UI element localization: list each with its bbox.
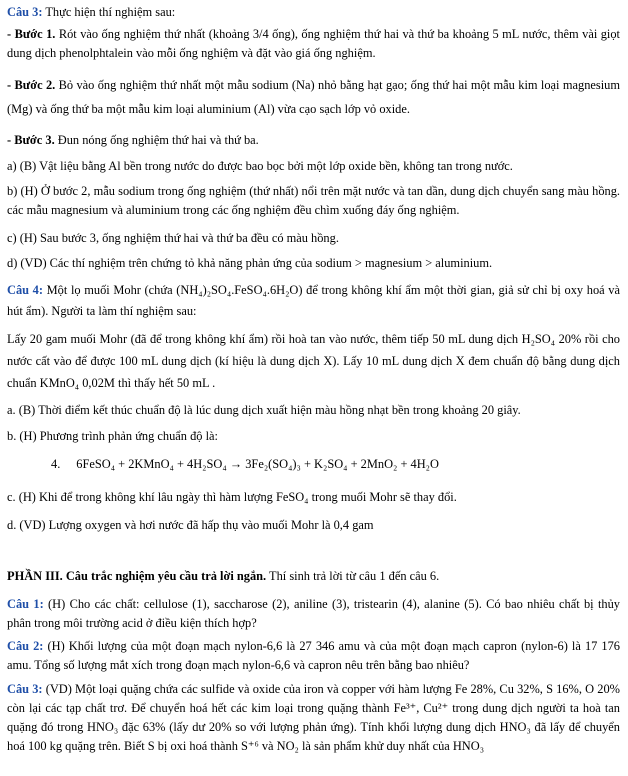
- q3-option-b: b) (H) Ở bước 2, mẫu sodium trong ống nghiệm (thứ nhất) nổi trên mặt nước và tan dần, dung dịch chuyển sang màu hồng. các mẫu magnesium và aluminium trong các ống nghiệm đều chìm xuống đáy ống nghiệm.: [7, 184, 620, 217]
- part-subtitle: Thí sinh trả lời từ câu 1 đến câu 6.: [266, 569, 440, 583]
- q4-option-c: c. (H) Khi để trong không khí lâu ngày thì hàm lượng FeSO₄ trong muối Mohr sẽ thay đổi.: [7, 490, 457, 504]
- q3-step2: - Bước 2. Bỏ vào ống nghiệm thứ nhất một mẫu sodium (Na) nhỏ bằng hạt gạo; ống thứ hai một mẫu kim loại magnesium (Mg) và ống thứ ba một mẫu kim loại aluminium (Al) vừa cạo sạch lớp vỏ oxide.: [7, 78, 620, 116]
- q3-option-a: a) (B) Vật liệu bằng Al bền trong nước do được bao bọc bởi một lớp oxide bền, không tan trong nước.: [7, 159, 513, 173]
- q4-option-d: d. (VD) Lượng oxygen và hơi nước đã hấp thụ vào muối Mohr là 0,4 gam: [7, 518, 374, 532]
- short-q3: Câu 3: (VD) Một loại quặng chứa các sulfide và oxide của iron và copper với hàm lượng Fe 28%, Cu 32%, S 16%, O 20% còn lại các tạp chất trơ. Để chuyển hoá hết các kim loại trong quặng thành Fe³⁺, Cu²⁺ trong dung dịch người ta hoà tan quặng đó trong HNO₃ đặc 63% (lấy dư 20% so với lượng phản ứng). Tính khối lượng dung dịch HNO₃ đã lấy để chuyển hoá 100 kg quặng trên. Biết S bị oxi hoá thành S⁺⁶ và NO₂ là sản phẩm khử duy nhất của HNO₃: [7, 682, 620, 753]
- part-title: PHẦN III. Câu trắc nghiệm yêu cầu trả lời ngắn.: [7, 569, 267, 583]
- equation-text: 6FeSO₄ + 2KMnO₄ + 4H₂SO₄ → 3Fe₂(SO₄)₃ + K₂SO₄ + 2MnO₂ + 4H₂O: [76, 457, 439, 471]
- q4-option-a: a. (B) Thời điểm kết thúc chuẩn độ là lúc dung dịch xuất hiện màu hồng nhạt bền trong khoảng 20 giây.: [7, 403, 521, 417]
- question-label: Câu 3:: [7, 682, 43, 696]
- q3-option-d: d) (VD) Các thí nghiệm trên chứng tỏ khả năng phản ứng của sodium > magnesium > aluminium.: [7, 256, 493, 270]
- q3-option-c: c) (H) Sau bước 3, ống nghiệm thứ hai và thứ ba đều có màu hồng.: [7, 231, 339, 245]
- q4-option-b: b. (H) Phương trình phản ứng chuẩn độ là:: [7, 429, 218, 443]
- q3-step3: - Bước 3. Đun nóng ống nghiệm thứ hai và thứ ba.: [7, 133, 259, 147]
- short-q2: Câu 2: (H) Khối lượng của một đoạn mạch nylon-6,6 là 27 346 amu và của một đoạn mạch capron (nylon-6) là 17 176 amu. Tổng số lượng mắt xích trong đoạn mạch nylon-6,6 và capron nêu trên bằng bao nhiêu?: [7, 639, 620, 672]
- q4-body: Lấy 20 gam muối Mohr (đã để trong không khí ẩm) rồi hoà tan vào nước, thêm tiếp 50 mL dung dịch H₂SO₄ 20% rồi cho nước cất vào để được 100 mL dung dịch (kí hiệu là dung dịch X). Lấy 10 mL dung dịch X đem chuẩn độ bằng dung dịch chuẩn KMnO₄ 0,02M thì thấy hết 50 mL .: [7, 332, 620, 390]
- question-label: Câu 1:: [7, 597, 44, 611]
- q3-intro: Câu 3: Thực hiện thí nghiệm sau:: [7, 5, 176, 19]
- equation-number: 4.: [51, 457, 61, 471]
- q4-intro: Câu 4: Một lọ muối Mohr (chứa (NH₄)₂SO₄.FeSO₄.6H₂O) để trong không khí ẩm một thời gian, giả sử chỉ bị oxy hoá và hút ẩm). Người ta làm thí nghiệm sau:: [7, 283, 620, 318]
- titration-equation: [51, 455, 620, 474]
- short-q1: Câu 1: (H) Cho các chất: cellulose (1), saccharose (2), aniline (3), tristearin (4), alanine (5). Có bao nhiêu chất bị thủy phân trong môi trường acid ở điều kiện thích hợp?: [7, 597, 620, 630]
- part3-heading: [7, 567, 620, 586]
- question-label: Câu 3:: [7, 5, 43, 19]
- question-label: Câu 4:: [7, 283, 44, 297]
- q3-step1: - Bước 1. Rót vào ống nghiệm thứ nhất (khoảng 3/4 ống), ống nghiệm thứ hai và thứ ba khoảng 5 mL nước, thêm vài giọt dung dịch phenolphtalein vào mỗi ống nghiệm và đặt vào giá ống nghiệm.: [7, 27, 620, 60]
- question-label: Câu 2:: [7, 639, 44, 653]
- mohr-salt-formula: (NH₄)₂SO₄.FeSO₄.6H₂O: [176, 283, 299, 297]
